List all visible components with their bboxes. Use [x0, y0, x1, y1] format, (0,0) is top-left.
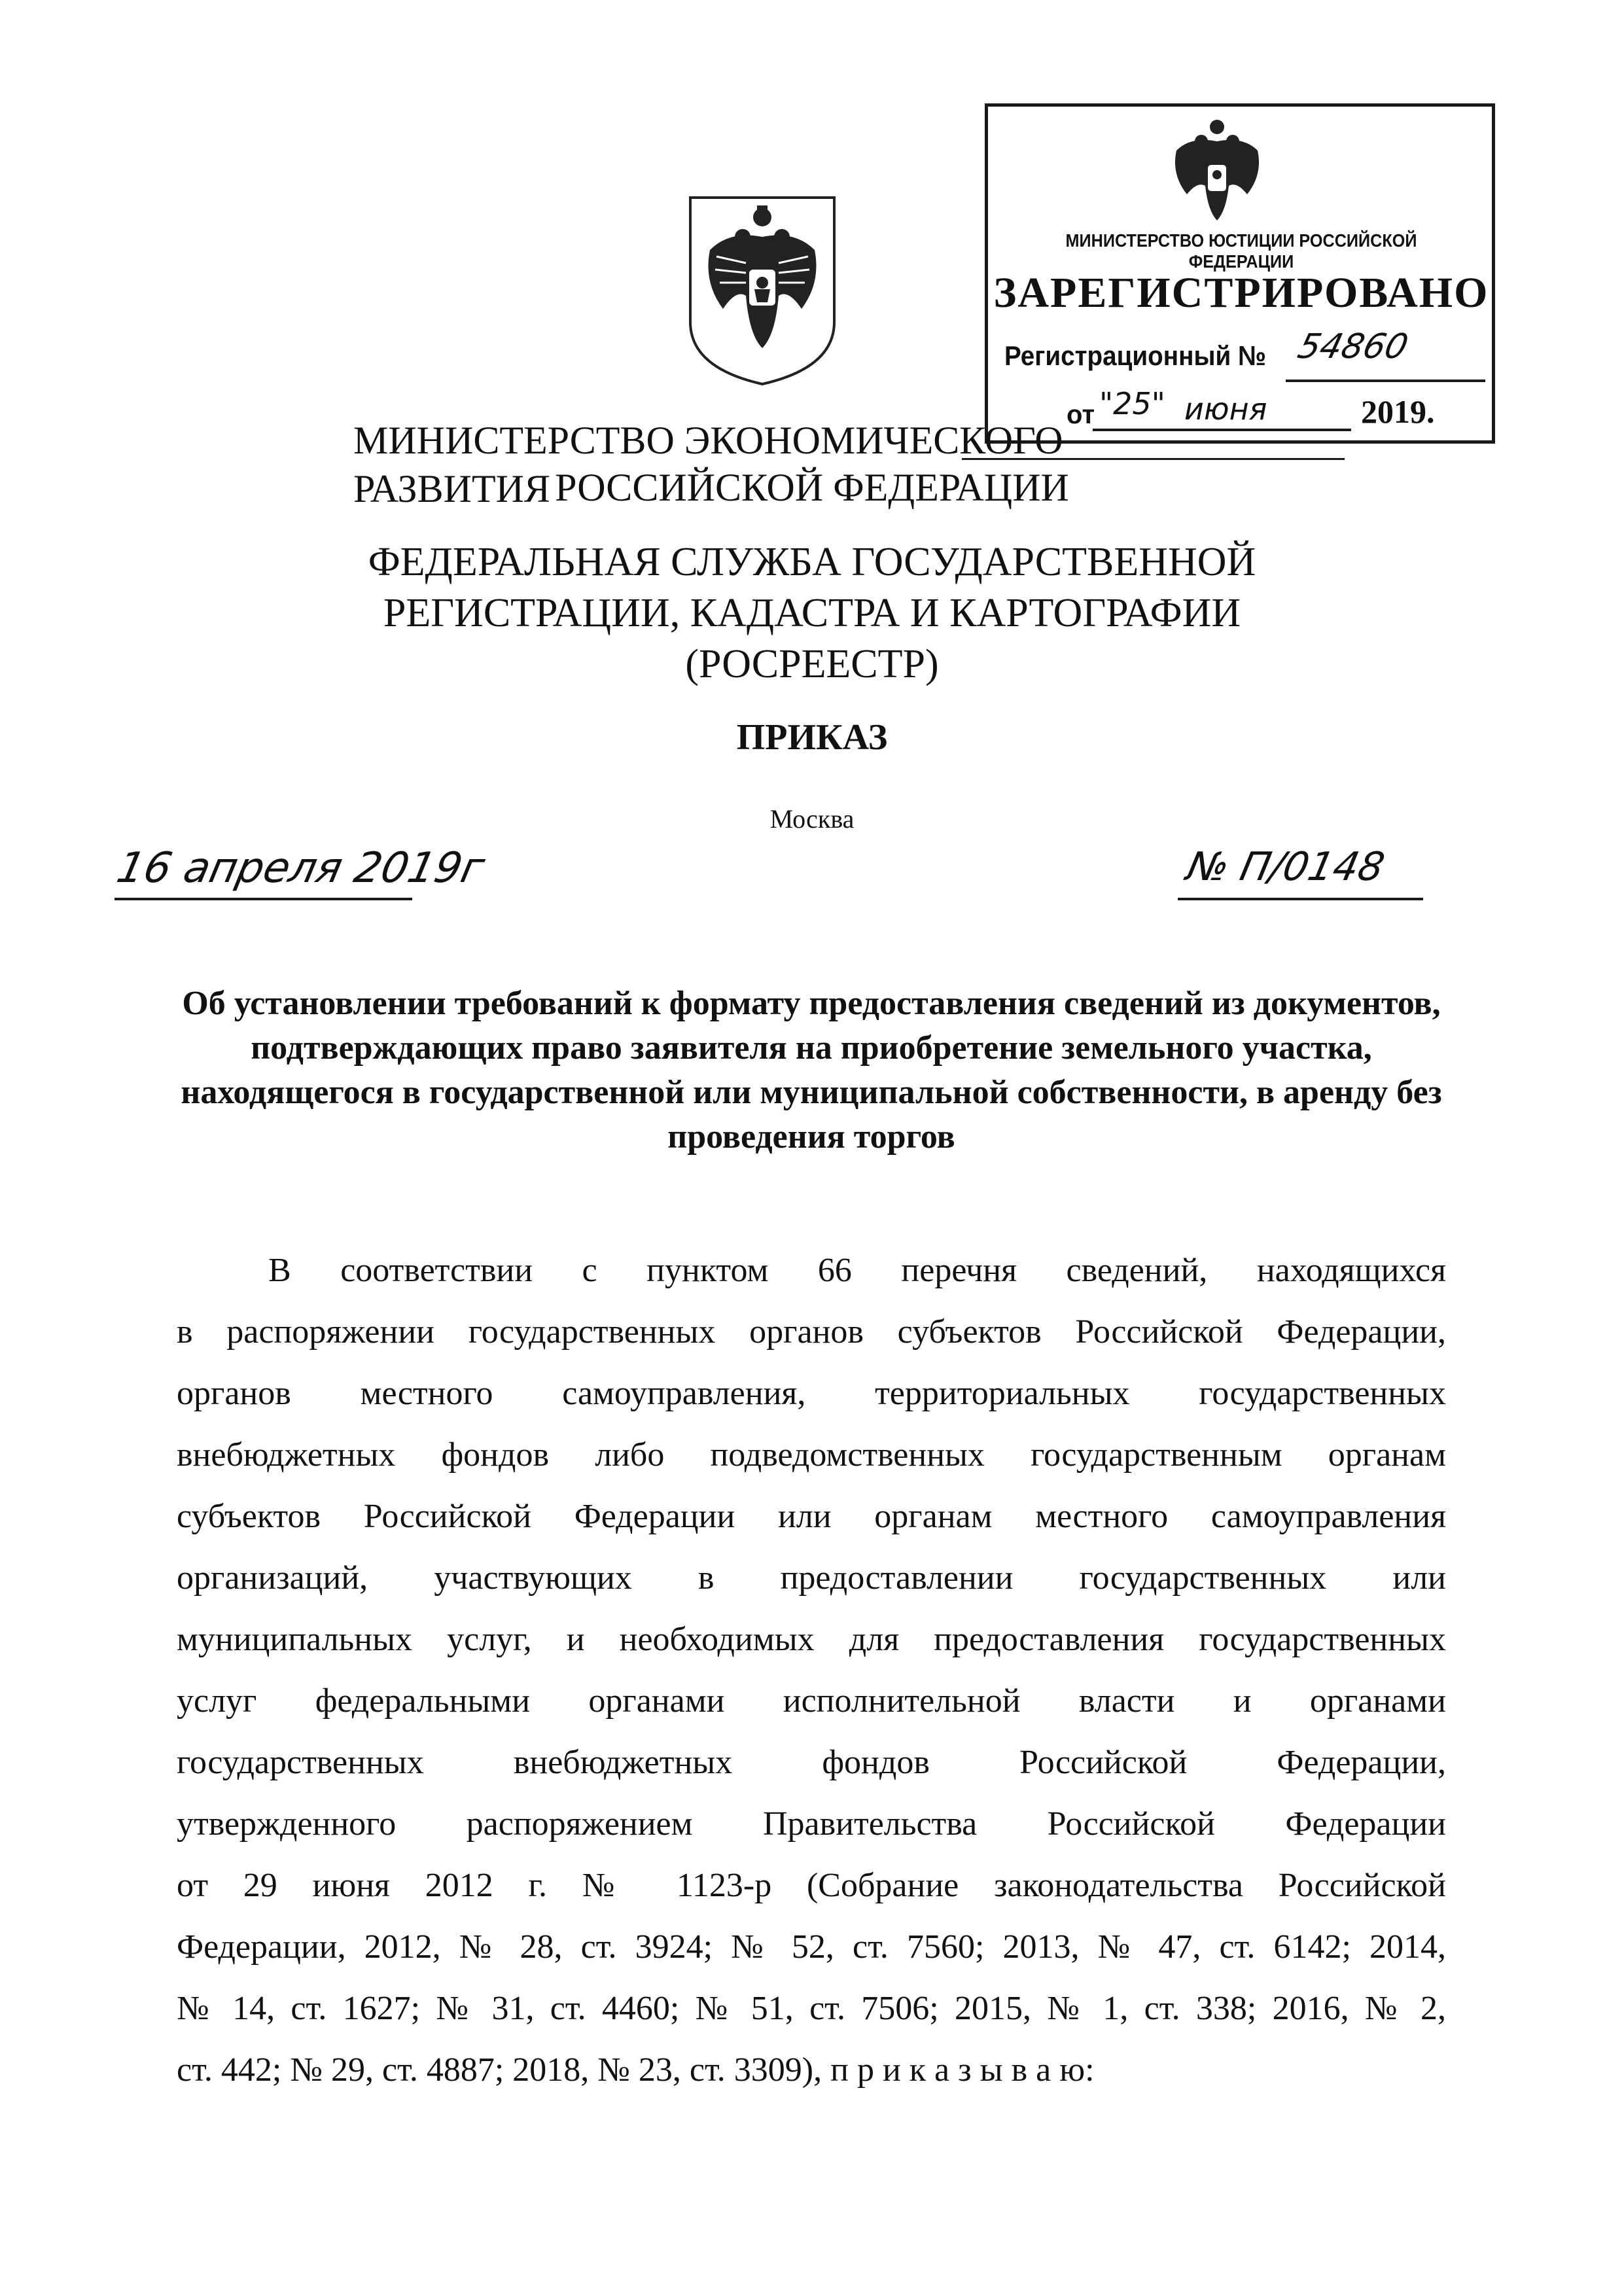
stamp-day: "25"	[1099, 386, 1165, 421]
service-title-line2: РЕГИСТРАЦИИ, КАДАСТРА И КАРТОГРАФИИ	[383, 591, 1241, 635]
stamp-month: июня	[1184, 391, 1267, 427]
order-date-underline	[115, 898, 412, 900]
body-line: № 14, ст. 1627; № 31, ст. 4460; № 51, ст. 7506; 2015, № 1, ст. 338; 2016, № 2,	[177, 1990, 1446, 2027]
order-number-handwritten: № П/0148	[1182, 844, 1388, 890]
ministry-title-line2: РОССИЙСКОЙ ФЕДЕРАЦИИ	[555, 466, 1069, 509]
service-title-line3: (РОСРЕЕСТР)	[685, 642, 939, 686]
stamp-year: 2019.	[1361, 393, 1435, 430]
document-title: Об установлении требований к формату предоставления сведений из документов, подтверждающих право заявителя на приобретение земельного участка, находящегося в государственной или муниципальной собственности, в аренду без проведения торгов	[181, 985, 1442, 1156]
body-line: услуг федеральными органами исполнительной власти и органами	[177, 1682, 1446, 1720]
ministry-underline	[962, 458, 1345, 460]
stamp-date-from: от	[1067, 400, 1095, 429]
body-line: от 29 июня 2012 г. № 1123-р (Собрание законодательства Российской	[177, 1867, 1446, 1904]
body-line: государственных внебюджетных фондов Российской Федерации,	[177, 1744, 1446, 1781]
stamp-date-underline	[1093, 429, 1351, 431]
stamp-ministry-text: МИНИСТЕРСТВО ЮСТИЦИИ РОССИЙСКОЙ ФЕДЕРАЦИИ	[1065, 230, 1417, 272]
stamp-registered-text: ЗАРЕГИСТРИРОВАНО	[993, 269, 1489, 317]
stamp-regno-value: 54860	[1294, 327, 1412, 366]
body-line: в распоряжении государственных органов субъектов Российской Федерации,	[177, 1313, 1446, 1351]
document-type: ПРИКАЗ	[736, 717, 888, 758]
body-line: организаций, участвующих в предоставлении государственных или	[177, 1559, 1446, 1597]
service-title-line1: ФЕДЕРАЛЬНАЯ СЛУЖБА ГОСУДАРСТВЕННОЙ	[368, 540, 1256, 584]
body-line: субъектов Российской Федерации или органам местного самоуправления	[177, 1498, 1446, 1535]
order-number-underline	[1178, 898, 1423, 900]
stamp-regno-label: Регистрационный №	[1004, 340, 1267, 371]
stamp-coat-of-arms-icon	[1158, 113, 1276, 227]
stamp-regno-underline	[1286, 380, 1485, 382]
coat-of-arms-icon	[684, 191, 841, 387]
body-line: утвержденного распоряжением Правительства Российской Федерации	[177, 1805, 1446, 1843]
body-text	[177, 1240, 1446, 2101]
body-line: Федерации, 2012, № 28, ст. 3924; № 52, ст. 7560; 2013, № 47, ст. 6142; 2014,	[177, 1928, 1446, 1966]
ministry-title-line1: МИНИСТЕРСТВО ЭКОНОМИЧЕСКОГО РАЗВИТИЯ	[353, 419, 1063, 510]
body-line: В соответствии с пунктом 66 перечня сведений, находящихся	[268, 1252, 1446, 1289]
city: Москва	[769, 804, 855, 834]
order-date-handwritten: 16 апреля 2019г	[113, 844, 489, 892]
body-line: ст. 442; № 29, ст. 4887; 2018, № 23, ст. 3309), п р и к а з ы в а ю:	[177, 2051, 1095, 2089]
body-line: муниципальных услуг, и необходимых для предоставления государственных	[177, 1621, 1446, 1658]
body-line: внебюджетных фондов либо подведомственных государственным органам	[177, 1436, 1446, 1474]
body-line: органов местного самоуправления, территориальных государственных	[177, 1375, 1446, 1412]
